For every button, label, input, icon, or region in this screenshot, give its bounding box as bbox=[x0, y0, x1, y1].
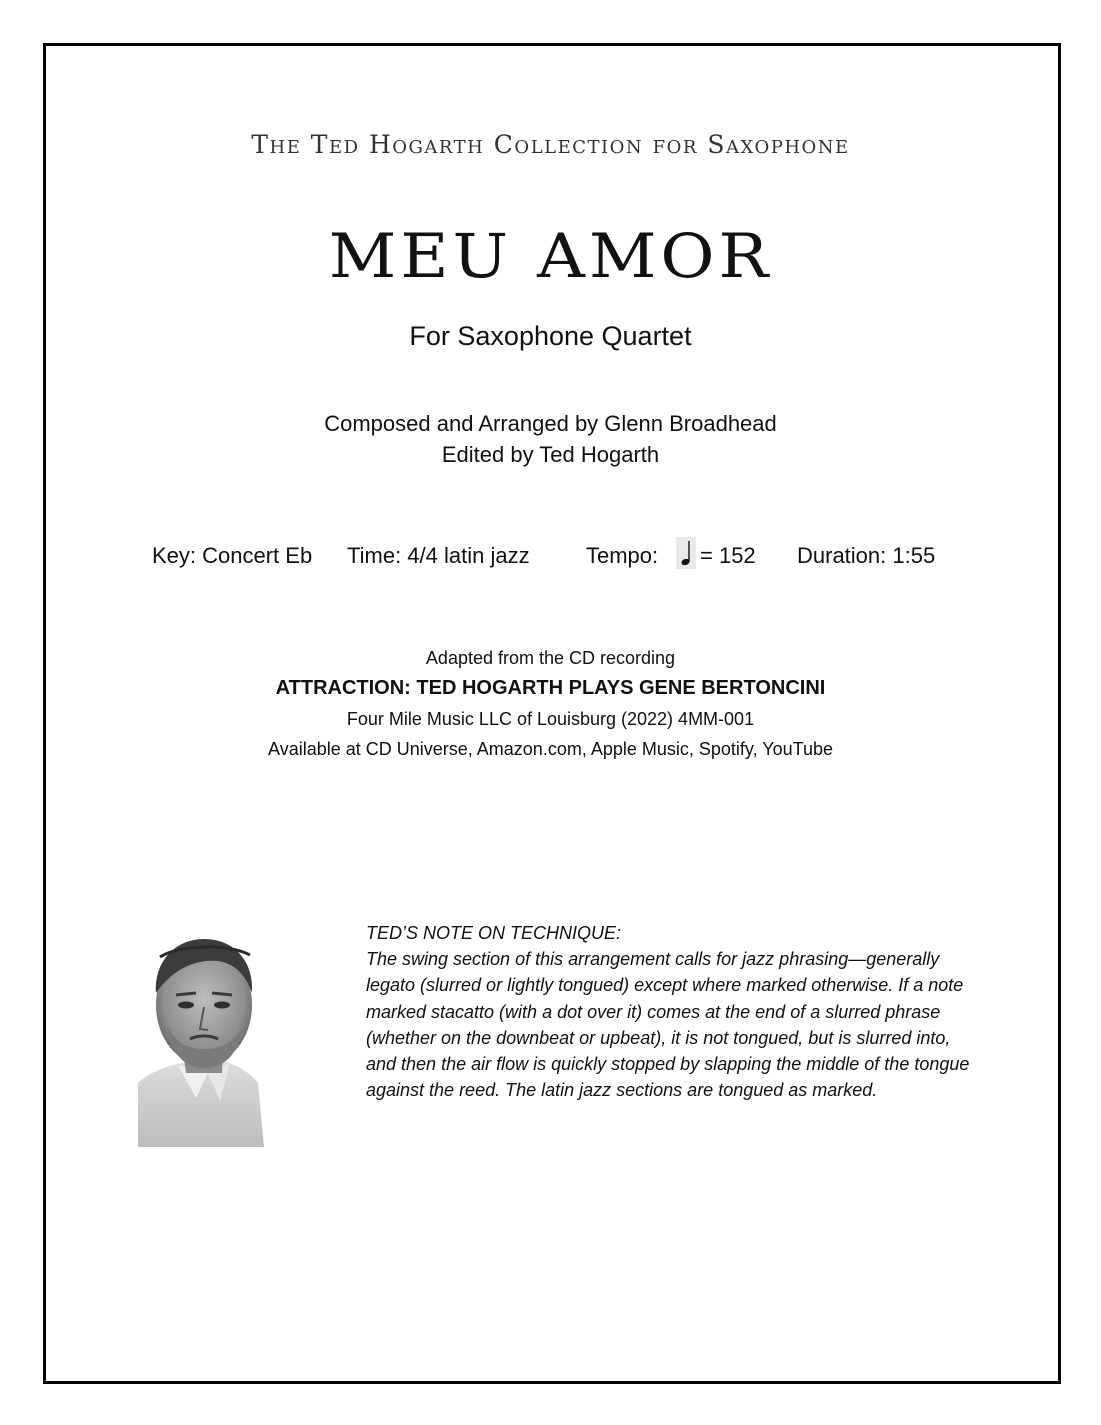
availability-info: Available at CD Universe, Amazon.com, Apple Music, Spotify, YouTube bbox=[268, 739, 833, 759]
publisher-info: Four Mile Music LLC of Louisburg (2022) 4MM-001 bbox=[346, 709, 755, 729]
instrumentation-subtitle: For Saxophone Quartet bbox=[409, 321, 692, 351]
technique-note bbox=[366, 920, 976, 1103]
album-title: ATTRACTION: TED HOGARTH PLAYS GENE BERTONCINI bbox=[275, 677, 826, 699]
quarter-note-icon bbox=[676, 537, 696, 569]
series-title: The Ted Hogarth Collection for Saxophone bbox=[251, 130, 850, 159]
duration-info: Duration: 1:55 bbox=[797, 543, 936, 568]
composer-credit: Composed and Arranged by Glenn Broadhead bbox=[324, 411, 777, 436]
piece-title: MEU AMOR bbox=[328, 221, 773, 292]
technique-note-heading: TED’S NOTE ON TECHNIQUE: bbox=[366, 923, 622, 943]
editor-credit: Edited by Ted Hogarth bbox=[441, 442, 660, 467]
tempo-value: = 152 bbox=[700, 543, 756, 568]
key-info: Key: Concert Eb bbox=[152, 543, 313, 568]
adapted-from-text: Adapted from the CD recording bbox=[425, 648, 676, 668]
time-info: Time: 4/4 latin jazz bbox=[347, 543, 530, 568]
technique-note-body: The swing section of this arrangement calls for jazz phrasing—generally legato (slurred or lightly tongued) except where marked otherwise. If a note marked stacatto (with a dot over it) comes at the end of a slurred phrase (whether on the downbeat or upbeat), it is not tongued, but is slurred into, and then the air flow is quickly stopped by slapping the middle of the tongue against the reed. The latin jazz sections are tongued as marked. bbox=[366, 949, 970, 1101]
tempo-label: Tempo: bbox=[586, 543, 659, 568]
ted-hogarth-portrait bbox=[138, 933, 264, 1147]
